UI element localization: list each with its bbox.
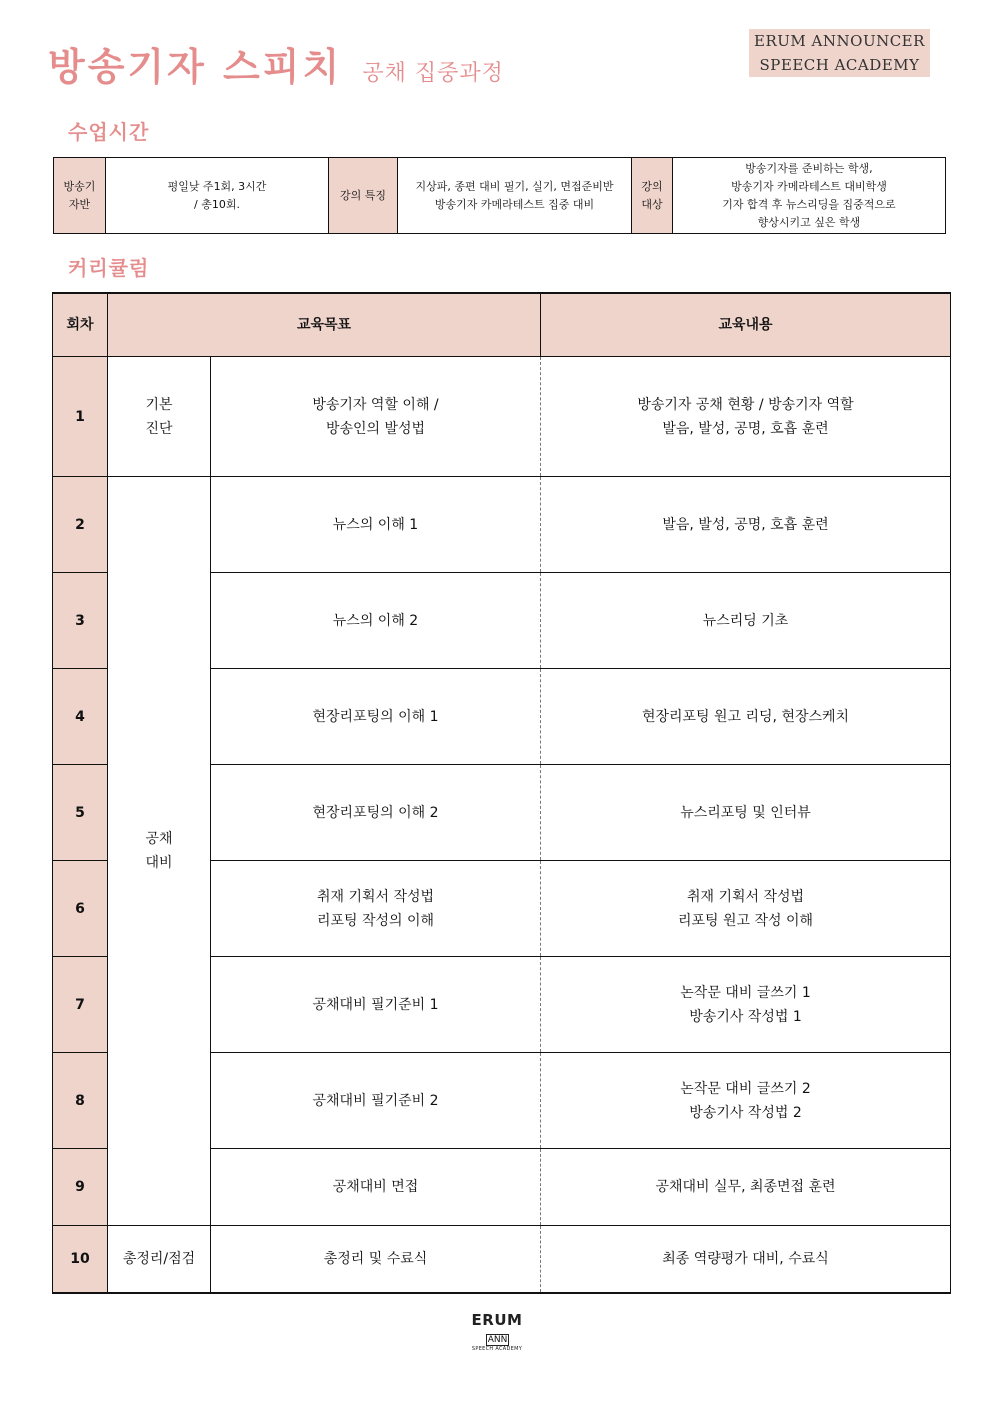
- table-row: [53, 357, 951, 477]
- content-cell: 현장리포팅 원고 리딩, 현장스케치: [541, 669, 951, 765]
- info-label-feature: 강의 특징: [329, 158, 398, 233]
- title-text: 방송기자 스피치: [48, 45, 343, 89]
- table-row: [53, 1226, 951, 1293]
- info-label-target: 강의 대상: [632, 158, 673, 233]
- session-number: 7: [53, 957, 108, 1053]
- goal-cell: 취재 기획서 작성법 리포팅 작성의 이해: [211, 861, 541, 957]
- content-cell: 방송기자 공채 현황 / 방송기자 역할 발음, 발성, 공명, 호흡 훈련: [541, 357, 951, 477]
- session-number: 5: [53, 765, 108, 861]
- academy-line-1: ERUM ANNOUNCER: [754, 32, 925, 50]
- goal-cell: 공채대비 필기준비 2: [211, 1053, 541, 1149]
- session-number: 1: [53, 357, 108, 477]
- header-session: 회차: [53, 293, 108, 357]
- info-value-feature: 지상파, 종편 대비 필기, 실기, 면접준비반 방송기자 카메라테스트 집중 대비: [398, 158, 632, 233]
- logo-main-text: ERUM: [471, 1311, 523, 1329]
- content-cell: 발음, 발성, 공명, 호흡 훈련: [541, 477, 951, 573]
- content-cell: 최종 역량평가 대비, 수료식: [541, 1226, 951, 1293]
- session-number: 10: [53, 1226, 108, 1293]
- session-number: 3: [53, 573, 108, 669]
- curriculum-section-title: 커리큘럼: [68, 256, 150, 280]
- session-number: 6: [53, 861, 108, 957]
- goal-cell: 공채대비 필기준비 1: [211, 957, 541, 1053]
- table-row: [53, 477, 951, 573]
- footer-logo: [462, 1310, 532, 1352]
- table-header-row: [53, 293, 951, 357]
- header-content: 교육내용: [541, 293, 951, 357]
- content-cell: 뉴스리딩 기초: [541, 573, 951, 669]
- content-cell: 공채대비 실무, 최종면접 훈련: [541, 1149, 951, 1226]
- group-basic: 기본 진단: [108, 357, 211, 477]
- curriculum-table: [52, 292, 951, 1294]
- group-exam: 공채 대비: [108, 477, 211, 1226]
- content-cell: 논작문 대비 글쓰기 1 방송기사 작성법 1: [541, 957, 951, 1053]
- goal-cell: 현장리포팅의 이해 2: [211, 765, 541, 861]
- content-cell: 취재 기획서 작성법 리포팅 원고 작성 이해: [541, 861, 951, 957]
- session-number: 8: [53, 1053, 108, 1149]
- goal-cell: 현장리포팅의 이해 1: [211, 669, 541, 765]
- content-cell: 뉴스리포팅 및 인터뷰: [541, 765, 951, 861]
- info-label-class: 방송기 자반: [54, 158, 106, 233]
- schedule-info-table: [53, 157, 946, 234]
- session-number: 4: [53, 669, 108, 765]
- academy-line-2: SPEECH ACADEMY: [759, 56, 920, 74]
- schedule-section-title: 수업시간: [68, 120, 150, 144]
- title-subtitle: 공채 집중과정: [362, 61, 504, 86]
- logo-sub-text: SPEECH ACADEMY: [471, 1346, 523, 1352]
- goal-cell: 뉴스의 이해 1: [211, 477, 541, 573]
- info-value-target: 방송기자를 준비하는 학생, 방송기자 카메라테스트 대비학생 기자 합격 후 뉴스리딩을 집중적으로 향상시키고 싶은 학생: [722, 161, 896, 229]
- page-title: [48, 36, 504, 91]
- header-goal: 교육목표: [108, 293, 541, 357]
- session-number: 2: [53, 477, 108, 573]
- group-final: 총정리/점검: [108, 1226, 211, 1293]
- logo-ann-text: ANN: [487, 1335, 508, 1345]
- goal-cell: 공채대비 면접: [211, 1149, 541, 1226]
- academy-badge: [749, 29, 930, 77]
- session-number: 9: [53, 1149, 108, 1226]
- content-cell: 논작문 대비 글쓰기 2 방송기사 작성법 2: [541, 1053, 951, 1149]
- info-value-schedule: 평일낮 주1회, 3시간 / 총10회.: [106, 158, 329, 233]
- goal-cell: 방송기자 역할 이해 / 방송인의 발성법: [211, 357, 541, 477]
- goal-cell: 총정리 및 수료식: [211, 1226, 541, 1293]
- goal-cell: 뉴스의 이해 2: [211, 573, 541, 669]
